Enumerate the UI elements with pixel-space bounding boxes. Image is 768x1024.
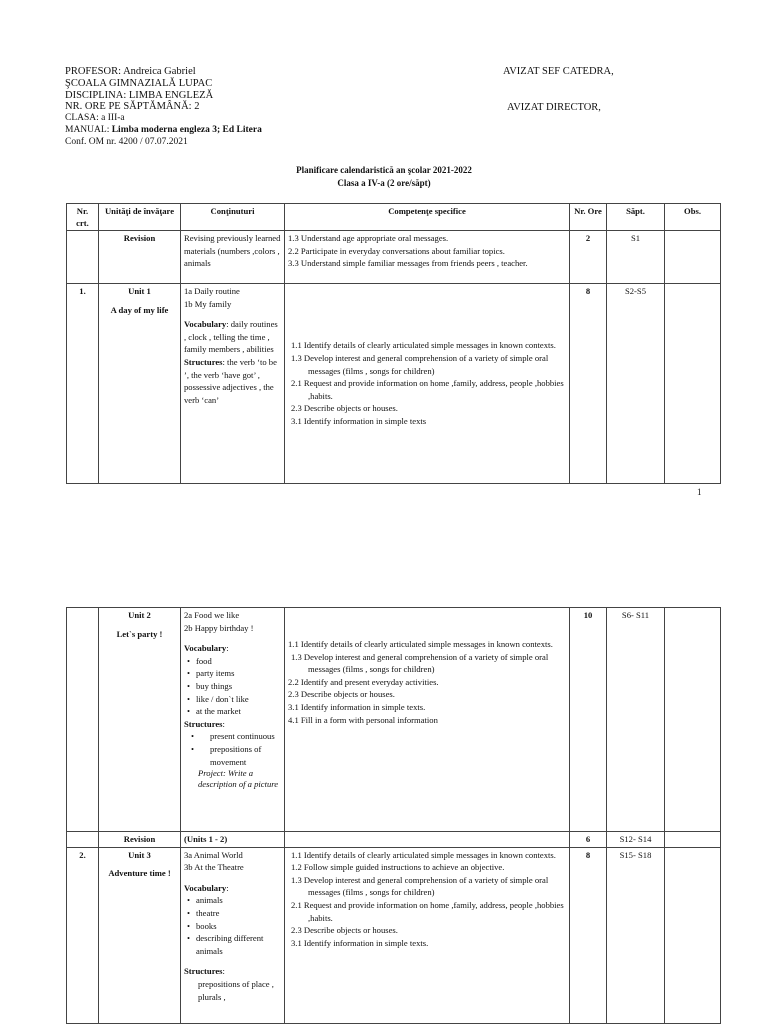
table-row-revision-2: [67, 832, 721, 848]
order-reference: Conf. OM nr. 4200 / 07.07.2021: [65, 136, 188, 147]
week-cell: S2-S5: [607, 284, 665, 484]
project-note: Project: Write a description of a picture: [198, 768, 279, 789]
unit-cell: Revision: [99, 231, 181, 284]
planning-table-part-1: [66, 203, 721, 484]
table-row-unit-2: [67, 608, 721, 832]
content-cell: 3a Animal World 3b At the Theatre Vocabulary: • animals • theatre • books • describing different animals Structures: prepositions of place , plurals ,: [181, 847, 285, 1023]
table-row-unit-1: [67, 284, 721, 484]
obs-cell: [665, 608, 721, 832]
hours-cell: 8: [570, 284, 607, 484]
col-header-contents: Conţinuturi: [181, 204, 285, 231]
week-cell: S12- S14: [607, 832, 665, 848]
row-number: 2.: [67, 847, 99, 1023]
content-cell: 2a Food we like 2b Happy birthday ! Vocabulary: • food • party items • buy things • like / don`t like • at the market Structures: • present continuous • prepositions of movement Project: Write a description of a picture: [181, 608, 285, 832]
col-header-competences: Competenţe specifice: [285, 204, 570, 231]
content-cell: (Units 1 - 2): [181, 832, 285, 848]
page-number: 1: [697, 487, 702, 497]
col-header-obs: Obs.: [665, 204, 721, 231]
discipline: DISCIPLINA: LIMBA ENGLEZĂ: [65, 89, 214, 101]
teacher-name: PROFESOR: Andreica Gabriel: [65, 66, 196, 77]
approval-director: AVIZAT DIRECTOR,: [507, 102, 601, 113]
unit-cell: Unit 3 Adventure time !: [99, 847, 181, 1023]
week-cell: S6- S11: [607, 608, 665, 832]
competences-cell: 1.1 Identify details of clearly articulated simple messages in known contexts. 1.3 Develop interest and general comprehension of a variety of simple oral messages (films , songs for children) 2.1 Request and provide information on home ,family, address, people ,hobbies ,habits. 2.3 Describe objects or houses. 3.1 Identify information in simple texts: [285, 284, 570, 484]
competences-cell: 1.1 Identify details of clearly articulated simple messages in known contexts. 1.2 Follow simple guided instructions to achieve an objective. 1.3 Develop interest and general comprehension of a variety of simple oral messages (films , songs for children) 2.1 Request and provide information on home ,family, address, people ,hobbies ,habits. 2.3 Describe objects or houses. 3.1 Identify information in simple texts.: [285, 847, 570, 1023]
document-subtitle: Clasa a IV-a (2 ore/săpt): [337, 178, 431, 188]
obs-cell: [665, 847, 721, 1023]
table-row-revision-1: [67, 231, 721, 284]
unit-cell: Unit 1 A day of my life: [99, 284, 181, 484]
competences-cell: 1.1 Identify details of clearly articulated simple messages in known contexts. 1.3 Develop interest and general comprehension of a variety of simple oral messages (films , songs for children) 2.2 Identify and present everyday activities. 2.3 Describe objects or houses. 3.1 Identify information in simple texts. 4.1 Fill in a form with personal information: [285, 608, 570, 832]
obs-cell: [665, 231, 721, 284]
table-row-unit-3: [67, 847, 721, 1023]
hours-cell: 10: [570, 608, 607, 832]
obs-cell: [665, 284, 721, 484]
textbook-label: MANUAL:: [65, 124, 112, 135]
hours-cell: 8: [570, 847, 607, 1023]
planning-table-part-2: [66, 607, 721, 1024]
week-cell: S15- S18: [607, 847, 665, 1023]
col-header-hours: Nr. Ore: [570, 204, 607, 231]
hours-cell: 6: [570, 832, 607, 848]
hours-per-week: NR. ORE PE SĂPTĂMÂNĂ: 2: [65, 101, 200, 113]
competences-cell: [285, 832, 570, 848]
approval-head-of-department: AVIZAT SEF CATEDRA,: [503, 66, 614, 77]
competences-cell: 1.3 Understand age appropriate oral messages. 2.2 Participate in everyday conversations about familiar topics. 3.3 Understand simple familiar messages from friends peers , teacher.: [285, 231, 570, 284]
class-level: CLASA: a III-a: [65, 113, 125, 124]
week-cell: S1: [607, 231, 665, 284]
hours-cell: 2: [570, 231, 607, 284]
row-number: 1.: [67, 284, 99, 484]
unit-cell: Revision: [99, 832, 181, 848]
table-header-row: [67, 204, 721, 231]
content-cell: Revising previously learned materials (numbers ,colors , animals: [181, 231, 285, 284]
document-title: Planificare calendaristică an şcolar 2021-2022: [296, 165, 472, 175]
col-header-nr: Nr. crt.: [67, 204, 99, 231]
obs-cell: [665, 832, 721, 848]
content-cell: 1a Daily routine 1b My family Vocabulary: daily routines , clock , telling the time , family members , abilities Structures: the verb ‘to be ’, the verb ‘have got’ , possessive adjectives , the verb ‘can’: [181, 284, 285, 484]
col-header-week: Săpt.: [607, 204, 665, 231]
school-name: ŞCOALA GIMNAZIALĂ LUPAC: [65, 77, 213, 89]
textbook-value: Limba moderna engleza 3; Ed Litera: [111, 124, 262, 135]
textbook: [65, 125, 262, 137]
col-header-units: Unităţi de învăţare: [99, 204, 181, 231]
unit-cell: Unit 2 Let`s party !: [99, 608, 181, 832]
document-header: [65, 66, 262, 149]
